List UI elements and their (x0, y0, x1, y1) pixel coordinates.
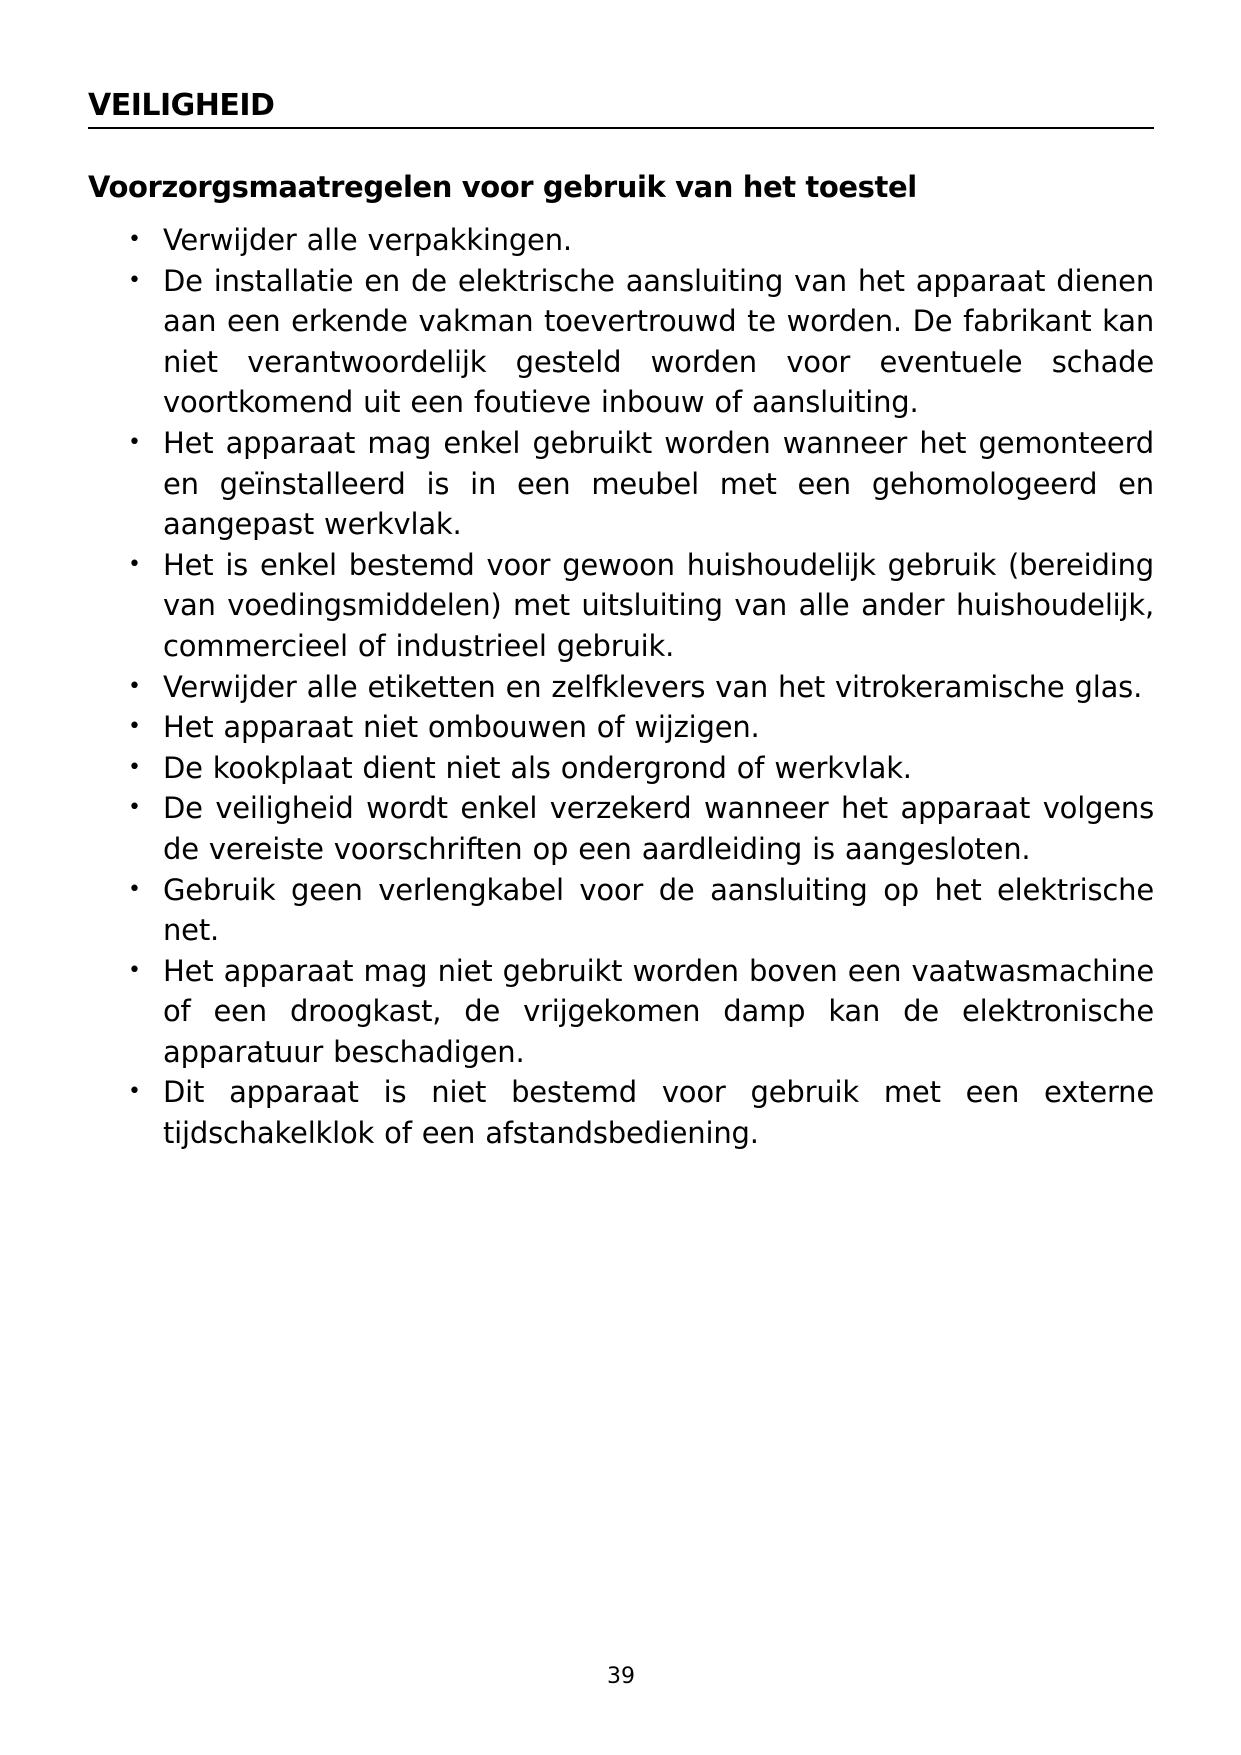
bullet-icon: • (128, 267, 141, 293)
bullet-icon: • (128, 754, 141, 780)
list-item-text: Het is enkel bestemd voor gewoon huishoudelijk gebruik (bereiding van voedingsmiddelen) met uitsluiting van alle ander huishoudelijk, commercieel of industrieel gebruik. (163, 547, 1154, 663)
list-item (88, 870, 1154, 951)
bullet-icon: • (128, 551, 141, 577)
list-item-text: De kookplaat dient niet als ondergrond of werkvlak. (163, 750, 912, 785)
precautions-list (88, 220, 1154, 1154)
list-item (88, 423, 1154, 545)
list-item (88, 667, 1154, 708)
bullet-icon: • (128, 1079, 141, 1105)
list-item (88, 788, 1154, 869)
title-underline (88, 127, 1154, 129)
list-item (88, 545, 1154, 667)
document-page (88, 0, 1154, 1755)
list-item-text: De veiligheid wordt enkel verzekerd wanneer het apparaat volgens de vereiste voorschriften op een aardleiding is aangesloten. (163, 791, 1154, 866)
bullet-icon: • (128, 673, 141, 699)
section-title: VEILIGHEID (88, 88, 275, 123)
list-item (88, 748, 1154, 789)
list-item-text: Gebruik geen verlengkabel voor de aansluiting op het elektrische net. (163, 872, 1154, 948)
list-item (88, 951, 1154, 1073)
bullet-icon: • (128, 429, 141, 455)
list-item (88, 1072, 1154, 1153)
list-item (88, 220, 1154, 261)
list-item-text: De installatie en de elektrische aansluiting van het apparaat dienen aan een erkende vakman toevertrouwd te worden. De fabrikant kan niet verantwoordelijk gesteld worden voor eventuele schade voortkomend uit een foutieve inbouw of aansluiting. (163, 263, 1154, 420)
page-number: 39 (607, 1664, 635, 1689)
list-item (88, 707, 1154, 748)
bullet-icon: • (128, 714, 141, 740)
bullet-icon: • (128, 227, 141, 252)
list-item-text: Het apparaat mag niet gebruikt worden boven een vaatwasmachine of een droogkast, de vrijgekomen damp kan de elektronische apparatuur beschadigen. (163, 953, 1154, 1069)
list-item-text: Dit apparaat is niet bestemd voor gebruik met een externe tijdschakelklok of een afstandsbediening. (163, 1075, 1154, 1151)
bullet-icon: • (128, 795, 141, 821)
list-item-text: Het apparaat niet ombouwen of wijzigen. (163, 710, 760, 745)
list-item-text: Het apparaat mag enkel gebruikt worden wanneer het gemonteerd en geïnstalleerd is in een meubel met een gehomologeerd en aangepast werkvlak. (163, 425, 1154, 542)
bullet-icon: • (128, 876, 141, 902)
list-item (88, 261, 1154, 423)
bullet-icon: • (128, 957, 141, 983)
subsection-title: Voorzorgsmaatregelen voor gebruik van het toestel (88, 170, 917, 204)
list-item-text: Verwijder alle etiketten en zelfklevers van het vitrokeramische glas. (163, 669, 1143, 704)
list-item-text: Verwijder alle verpakkingen. (163, 223, 572, 257)
